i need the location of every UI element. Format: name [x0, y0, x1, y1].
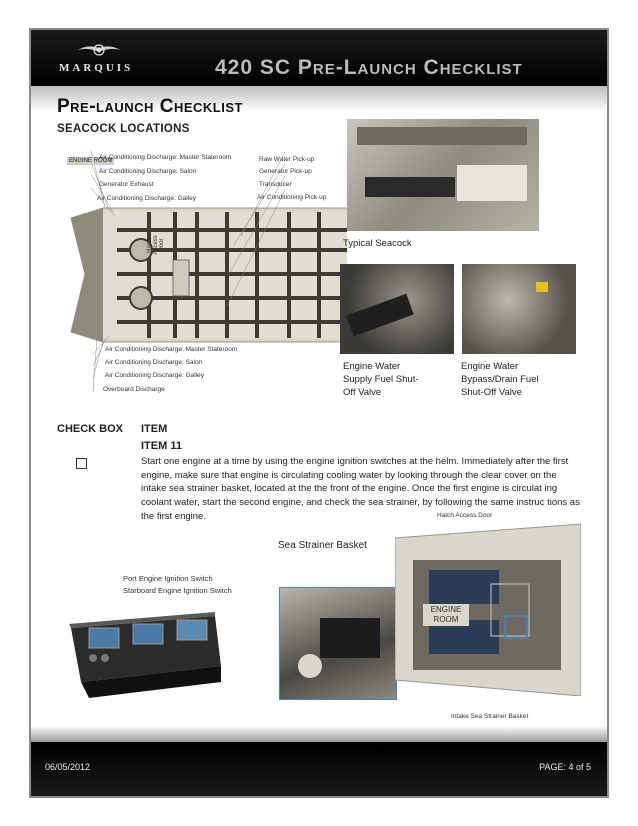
- engine-room-inset-label: ENGINE ROOM: [423, 604, 469, 626]
- marquis-emblem-icon: [76, 42, 122, 60]
- lbl-ac-galley-top: Air Conditioning Discharge: Galley: [97, 195, 196, 202]
- page-frame: [29, 28, 609, 798]
- engine-room-label: ENGINE ROOM: [69, 158, 113, 164]
- intake-strainer-label: Intake Sea Strainer Basket: [451, 713, 529, 720]
- stbd-switch-label: Starboard Engine Ignition Switch: [123, 586, 232, 595]
- typical-seacock-caption: Typical Seacock: [343, 238, 412, 249]
- seacock-photo: [347, 119, 539, 231]
- bypass-valve-caption: Engine Water Bypass/Drain Fuel Shut-Off Valve: [461, 361, 539, 398]
- item-title: ITEM 11: [141, 440, 182, 452]
- lbl-ac-galley-bottom: Air Conditioning Discharge: Galley: [105, 372, 204, 379]
- lbl-ac-pickup: Air Conditioning Pick-up: [257, 194, 327, 201]
- item-11-checkbox[interactable]: [76, 458, 87, 469]
- check-box-header: CHECK BOX: [57, 423, 124, 435]
- lbl-ac-salon-bottom: Air Conditioning Discharge: Salon: [105, 359, 203, 366]
- footer-date: 06/05/2012: [45, 762, 91, 772]
- lbl-overboard: Overboard Discharge: [103, 386, 165, 393]
- lbl-ac-master-top: Air Conditioning Discharge: Master Stateroom: [99, 154, 232, 161]
- lbl-ac-salon-top: Air Conditioning Discharge: Salon: [99, 168, 197, 175]
- sea-strainer-photo: [279, 587, 397, 700]
- sea-strainer-label: Sea Strainer Basket: [278, 540, 367, 551]
- brand-logo: MARQUIS: [59, 62, 134, 74]
- port-switch-label: Port Engine Ignition Switch: [123, 574, 213, 583]
- page-header: [31, 30, 607, 86]
- lbl-generator-pickup: Generator Pick-up: [259, 168, 312, 175]
- lbl-ac-master-bottom: Air Conditioning Discharge: Master Stateroom: [105, 346, 238, 353]
- bypass-valve-photo: [462, 264, 576, 354]
- lbl-raw-water: Raw Water Pick-up: [259, 156, 315, 163]
- lbl-generator-exhaust: Generator Exhaust: [99, 181, 154, 188]
- lbl-transducer: Transducer: [259, 181, 292, 188]
- hatch-access-door-label: Hatch Access Door: [437, 512, 493, 519]
- page-footer: [31, 742, 607, 796]
- footer-page-number: PAGE: 4 of 5: [539, 762, 591, 772]
- supply-valve-caption: Engine Water Supply Fuel Shut-Off Valve: [343, 361, 419, 398]
- supply-valve-photo: [340, 264, 454, 354]
- item-header: ITEM: [141, 423, 168, 435]
- header-title: 420 SC Pre-Launch Checklist: [215, 56, 523, 79]
- hatch-access-label: Hatch Access Door: [147, 235, 165, 255]
- item-instructions: Start one engine at a time by using the engine ignition switches at the helm. Immediately after the first engine, make sure that engine is circulating cooling water by looking through the clear cover on the intake sea strainer basket, located at the the front of the engine. Once the first engine is circulat ing coolant water, start the second engine, and check the sea strainer, by following the same instruc tions as the first engine.: [141, 456, 580, 522]
- helm-console-illustration: [65, 598, 225, 698]
- section-title: SEACOCK LOCATIONS: [57, 123, 190, 135]
- page-title: Pre-launch Checklist: [57, 96, 243, 117]
